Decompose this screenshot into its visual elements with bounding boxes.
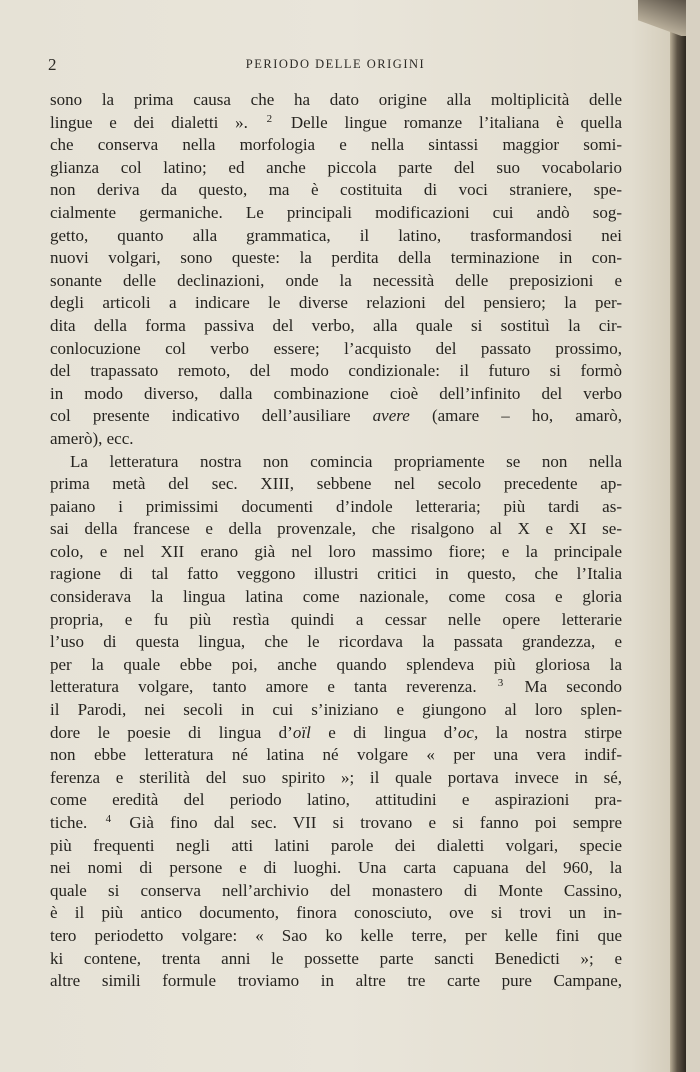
footnote-marker-4: 4 bbox=[105, 813, 112, 825]
text-line: conlocuzione col verbo essere; l’acquisto del passato prossimo, bbox=[50, 338, 622, 358]
page-edge-shadow bbox=[670, 0, 686, 1072]
text-span: letteratura volgare, tanto amore e tanta reverenza. bbox=[50, 677, 477, 697]
text-line: prima metà del sec. XIII, sebbene nel secolo precedente ap- bbox=[50, 474, 622, 494]
text-line: glianza col latino; ed anche piccola parte del suo vocabolario bbox=[50, 157, 622, 177]
text-line bbox=[50, 812, 622, 835]
footnote-marker-2: 2 bbox=[266, 112, 273, 125]
text-line: degli articoli a indicare le diverse relazioni del pensiero; la per- bbox=[50, 293, 622, 313]
text-line: tero periodetto volgare: « Sao ko kelle terre, per kelle fini que bbox=[50, 925, 622, 945]
text-line: del trapassato remoto, del modo condizionale: il futuro si formò bbox=[50, 361, 622, 381]
text-line: sono la prima causa che ha dato origine alla moltiplicità delle bbox=[50, 90, 622, 109]
text-span: Ma secondo bbox=[524, 677, 623, 697]
text-span: dore le poesie di lingua d’ bbox=[50, 722, 293, 742]
text-line: non ebbe letteratura né latina né volgare « per una vera indif- bbox=[50, 745, 622, 765]
text-line: amerò), ecc. bbox=[50, 428, 134, 448]
torn-corner bbox=[638, 0, 686, 36]
text-line: nuovi volgari, sono queste: la perdita della terminazione in con- bbox=[50, 248, 622, 268]
text-line: sai della francese e della provenzale, che risalgono al X e XI se- bbox=[50, 519, 622, 539]
italic-word: avere bbox=[372, 406, 410, 426]
text-span: lingue e dei dialetti ». bbox=[50, 112, 248, 132]
text-line: non deriva da questo, ma è costituita di voci straniere, spe- bbox=[50, 180, 622, 200]
text-line: dita della forma passiva del verbo, alla quale si sostituì la cir- bbox=[50, 315, 622, 335]
italic-word: oïl bbox=[292, 722, 311, 742]
footnote-marker-3: 3 bbox=[497, 677, 504, 690]
text-line: più frequenti negli atti latini parole dei dialetti volgari, specie bbox=[50, 835, 622, 855]
text-line: in modo diverso, dalla combinazione cioè dell’infinito del verbo bbox=[50, 383, 622, 403]
page-header bbox=[48, 55, 623, 77]
text-line: è il più antico documento, finora conosciuto, ove si trovi un in- bbox=[50, 903, 622, 923]
italic-word: oc, bbox=[457, 722, 479, 742]
text-line bbox=[50, 676, 622, 699]
text-line: cialmente germaniche. Le principali modificazioni cui andò sog- bbox=[50, 202, 622, 222]
text-span: Delle lingue romanze l’italiana è quella bbox=[290, 112, 623, 132]
text-line: per la quale ebbe poi, anche quando splendeva più gloriosa la bbox=[50, 654, 622, 674]
text-line: La letteratura nostra non comincia propriamente se non nella bbox=[70, 451, 622, 471]
text-line: paiano i primissimi documenti d’indole letteraria; più tardi as- bbox=[50, 496, 622, 516]
text-line: sonante delle declinazioni, onde la necessità delle preposizioni e bbox=[50, 270, 622, 290]
text-line: come eredità del periodo latino, attitudini e aspirazioni pra- bbox=[50, 790, 622, 810]
text-line bbox=[50, 112, 622, 135]
text-line: che conserva nella morfologia e nella sintassi maggior somi- bbox=[50, 135, 622, 155]
text-line: considerava la lingua latina come nazionale, come cosa e gloria bbox=[50, 587, 622, 607]
page-number: 2 bbox=[48, 55, 57, 74]
text-span: la nostra stirpe bbox=[495, 722, 623, 742]
text-line: ferenza e sterilità del suo spirito »; il quale portava invece in sé, bbox=[50, 767, 622, 787]
text-line: nei nomi di persone e di luoghi. Una carta capuana del 960, la bbox=[50, 858, 622, 878]
text-span: (amare – ho, amarò, bbox=[431, 406, 622, 426]
text-line bbox=[50, 722, 622, 745]
text-line: getto, quanto alla grammatica, il latino, trasformandosi nei bbox=[50, 225, 622, 245]
running-head: PERIODO DELLE ORIGINI bbox=[245, 57, 426, 71]
text-span: Già fino dal sec. VII si trovano e si fanno poi sempre bbox=[129, 813, 623, 832]
paragraph-1 bbox=[50, 89, 622, 451]
text-line: propria, e fu più restìa quindi a cessar nelle opere letterarie bbox=[50, 609, 622, 629]
text-line: l’uso di questa lingua, che le ricordava la passata grandezza, e bbox=[50, 632, 622, 652]
text-line: ragione di tal fatto veggono illustri critici in questo, che l’Italia bbox=[50, 564, 622, 584]
text-span: col presente indicativo dell’ausiliare bbox=[50, 406, 351, 426]
text-line: altre simili formule troviamo in altre tre carte pure Campane, bbox=[50, 971, 622, 991]
text-span: tiche. bbox=[50, 813, 88, 832]
text-line: ki contene, trenta anni le possette parte sancti Benedicti »; e bbox=[50, 948, 622, 968]
text-line bbox=[50, 405, 622, 428]
text-line: quale si conserva nell’archivio del monastero di Monte Cassino, bbox=[50, 880, 622, 900]
text-line: colo, e nel XII erano già nel loro massimo fiore; e la principale bbox=[50, 541, 622, 561]
text-line: il Parodi, nei secoli in cui s’iniziano e giungono al loro splen- bbox=[50, 700, 622, 720]
body-text bbox=[50, 89, 622, 993]
text-span: e di lingua d’ bbox=[328, 722, 458, 742]
paragraph-2 bbox=[50, 451, 622, 993]
